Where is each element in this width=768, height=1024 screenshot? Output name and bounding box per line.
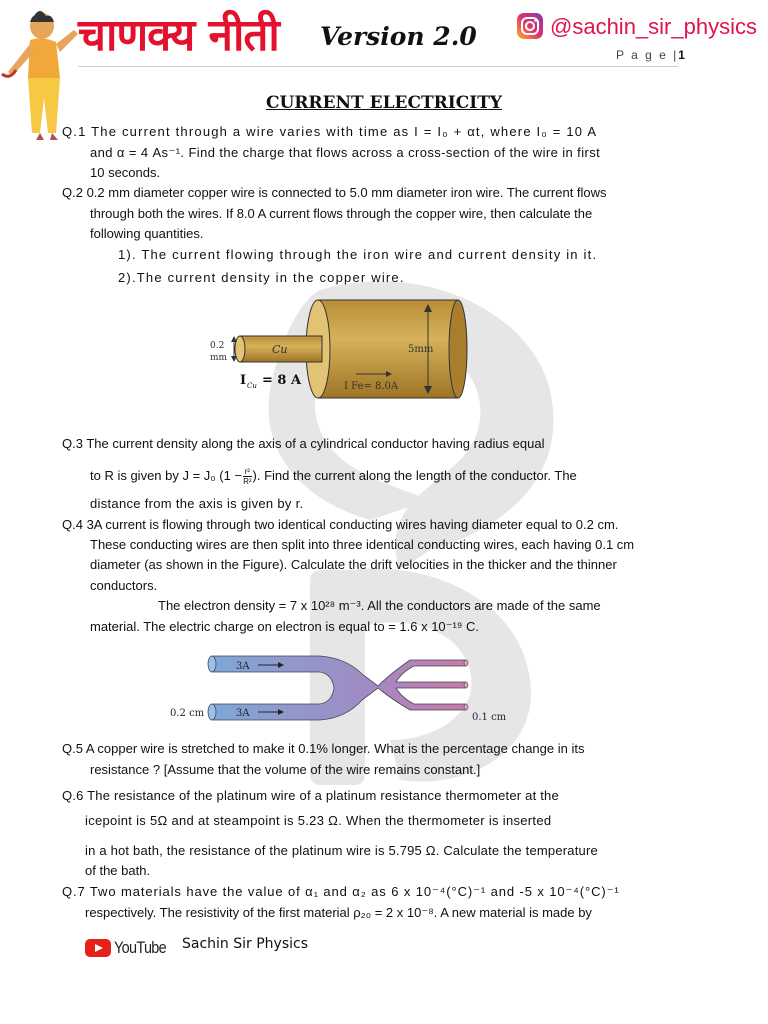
q6-line1: Q.6 The resistance of the platinum wire of a platinum resistance thermometer at the [62,788,559,803]
channel-name: Sachin Sir Physics [182,936,309,952]
header-divider [78,66,678,67]
instagram-handle[interactable]: @sachin_sir_physics [550,14,757,39]
q4-line2: These conducting wires are then split into three identical conducting wires, each having 0.1 cm [90,537,635,552]
page-title: CURRENT ELECTRICITY [265,93,503,113]
instagram-icon[interactable] [516,12,544,40]
q4-line5: The electron density = 7 x 10²⁸ m⁻³. All the conductors are made of the same [158,598,601,613]
q2-sub1: 1). The current flowing through the iron wire and current density in it. [118,247,598,262]
youtube-icon [85,939,111,957]
q6-line2: icepoint is 5Ω and at steampoint is 5.23 Ω. When the thermometer is inserted [85,813,552,828]
ife-label: I Fe= 8.0A [344,381,399,392]
hindi-title: चाणक्य नीती [78,10,279,61]
q4-line1: Q.4 3A current is flowing through two identical conducting wires having diameter equal to 0.2 cm. [62,517,619,532]
arrow1-label: 3A [236,661,250,672]
cu-label: Cu [272,343,288,356]
q3-line1: Q.3 The current density along the axis of a cylindrical conductor having radius equal [62,436,545,451]
icu-subscript: Cu [247,382,257,390]
q7-line2: respectively. The resistivity of the first material ρ₂₀ = 2 x 10⁻⁸. A new material is made by [85,905,592,920]
right-diameter-label: 0.1 cm [472,712,507,723]
q5-line2: resistance ? [Assume that the volume of the wire remains constant.] [90,762,481,777]
q4-line4: conductors. [90,578,158,593]
big-diameter-label: 5mm [408,344,434,355]
q3-line2 [90,466,577,486]
version-label: Version 2.0 [320,22,477,51]
q2-line2: through both the wires. If 8.0 A current flows through the copper wire, then calculate the [90,206,593,221]
q4-line3: diameter (as shown in the Figure). Calculate the drift velocities in the thicker and the thinner [90,557,617,572]
icu-value: = 8 A [262,373,302,388]
q3-fraction-den: R² [243,477,252,487]
small-diameter-value: 0.2 [210,341,225,351]
copper-iron-wire-figure [210,294,470,404]
icu-symbol: I [240,373,247,388]
q3-line2-start: to R is given by J = J₀ (1 − [90,468,243,483]
split-wire-figure [170,648,520,728]
q4-line6: material. The electric charge on electron is equal to = 1.6 x 10⁻¹⁹ C. [90,619,480,634]
small-diameter-unit: mm [210,353,228,363]
left-diameter-label: 0.2 cm [170,708,205,719]
q2-line1: Q.2 0.2 mm diameter copper wire is connected to 5.0 mm diameter iron wire. The current flows [62,185,607,200]
q3-line2-end: ). Find the current along the length of the conductor. The [252,468,577,483]
q2-line3: following quantities. [90,226,204,241]
youtube-wordmark: YouTube [114,938,167,957]
q3-line3: distance from the axis is given by r. [90,496,304,511]
q7-line1: Q.7 Two materials have the value of α₁ and α₂ as 6 x 10⁻⁴(°C)⁻¹ and -5 x 10⁻⁴(°C)⁻¹ [62,884,620,899]
q1-line2: and α = 4 As⁻¹. Find the charge that flows across a cross-section of the wire in first [90,145,601,160]
youtube-logo[interactable] [85,938,175,958]
arrow2-label: 3A [236,708,250,719]
page-number: P a g e |1 [616,48,685,62]
q6-line4: of the bath. [85,863,151,878]
q6-line3: in a hot bath, the resistance of the platinum wire is 5.795 Ω. Calculate the temperature [85,843,598,858]
q2-sub2: 2).The current density in the copper wire. [118,270,405,285]
q1-line3: 10 seconds. [90,165,161,180]
q5-line1: Q.5 A copper wire is stretched to make it 0.1% longer. What is the percentage change in its [62,741,585,756]
q1-line1: Q.1 The current through a wire varies with time as I = I₀ + αt, where I₀ = 10 A [62,124,598,139]
q3-fraction [243,467,251,486]
q3-fraction-num: r² [244,467,250,477]
